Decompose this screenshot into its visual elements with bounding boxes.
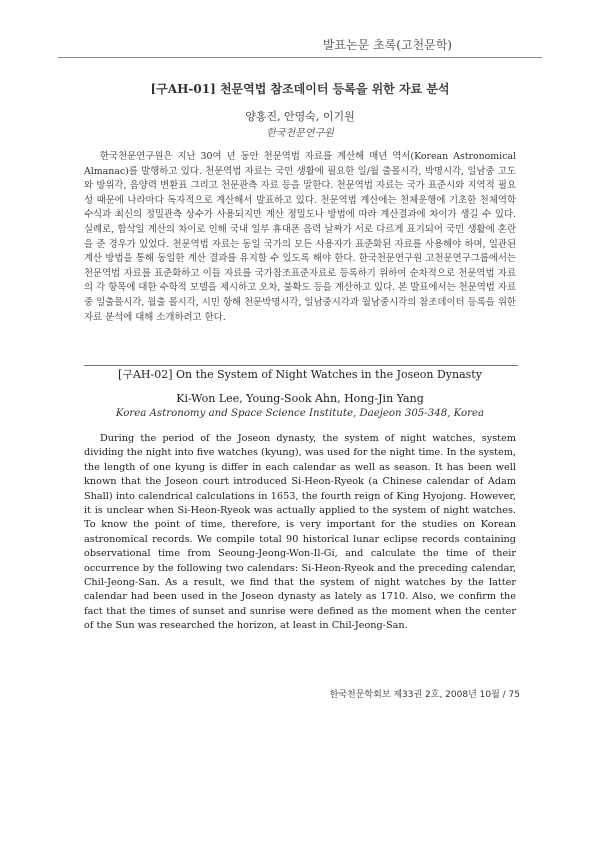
header-divider: [58, 57, 542, 58]
abstract-1-paragraph: 한국천문연구원은 지난 30여 년 동안 천문역법 자료를 계산해 매년 역서(Korean Astronomical Almanac)를 발행하고 있다. 천문역법 자료는 국민 생활에 필요한 일/월 출몰시각, 박명시각, 일남중 고도와 방위각, 음양력 변환표 그리고 천문관측 자료 등을 말한다. 천문역법 자료는 국가 표준시와 지역적 필요성 때문에 나라마다 독자적으로 계산해서 발표하고 있다. 천문역법 계산에는 천체운행에 기초한 천체역학 수식과 최신의 정밀관측 상수가 사용되지만 계산 정밀도나 방법에 따라 계산결과에 차이가 생길 수 있다. 실례로, 합삭일 계산의 차이로 인해 국내 일부 휴대폰 음력 날짜가 서로 다르게 표기되어 국민 생활에 혼란을 준 경우가 있었다. 천문역법 자료는 동일 국가의 모든 사용자가 표준화된 자료를 사용해야 하며, 일관된 계산 방법을 통해 동일한 계산 결과를 유지할 수 있도록 해야 한다. 한국천문연구원 고천문연구그룹에서는 천문역법 자료를 표준화하고 이들 자료를 국가참조표준자료로 등록하기 위하여 순차적으로 천문역법 자료의 각 항목에 대한 수학적 모델을 제시하고 오차, 불확도 등을 계산하고 있다. 본 발표에서는 천문역법 자료 중 일출몰시각, 월출 몰시각, 시민 항해 천문박명시각, 일남중시각과 월남중시각의 참조데이터 등록을 위한 자료 분석에 대해 소개하려고 한다.: [84, 151, 516, 323]
abstract-1-body: [84, 150, 516, 325]
page-footer-citation: 한국천문학회보 제33권 2호, 2008년 10월 / 75: [329, 690, 520, 700]
abstract-1-authors: 양홍진, 안영숙, 이기원: [245, 110, 355, 123]
abstract-1-title: [구AH-01] 천문역법 참조데이터 등록을 위한 자료 분석: [150, 82, 450, 96]
abstract-2-title: [구AH-02] On the System of Night Watches in the Joseon Dynasty: [118, 368, 482, 381]
abstract-1-affiliation: 한국천문연구원: [266, 128, 334, 139]
abstract-2-authors: Ki-Won Lee, Young-Sook Ahn, Hong-Jin Yang: [176, 392, 424, 405]
section-label: 발표논문 초록(고천문학): [322, 38, 452, 52]
abstract-2-body: [84, 432, 516, 634]
abstract-2-affiliation: Korea Astronomy and Space Science Institute, Daejeon 305-348, Korea: [115, 408, 485, 419]
abstract-2-paragraph: During the period of the Joseon dynasty, the system of night watches, system dividing the night into five watches (kyung), was used for the night time. In the system, the length of one kyung is differ in each calendar as well as season. It has been well known that the Joseon court introduced Si-Heon-Ryeok (a Chinese calendar of Adam Shall) into calendrical calculations in 1653, the fourth reign of King Hyojong. However, it is unclear when Si-Heon-Ryeok was actually applied to the system of night watches. To know the point of time, therefore, is very important for the studies on Korean astronomical records. We compile total 90 historical lunar eclipse records containing observational time from Seoung-Jeong-Won-Il-Gi, and calculate the time of their occurrence by the following two calendars: Si-Heon-Ryeok and the preceding calendar, Chil-Jeong-San. As a result, we find that the system of night watches by the latter calendar had been used in the Joseon dynasty as lately as 1710. Also, we confirm the fact that the times of sunset and sunrise were defined as the moment when the center of the Sun was researched the horizon, at least in Chil-Jeong-San.: [84, 433, 516, 632]
